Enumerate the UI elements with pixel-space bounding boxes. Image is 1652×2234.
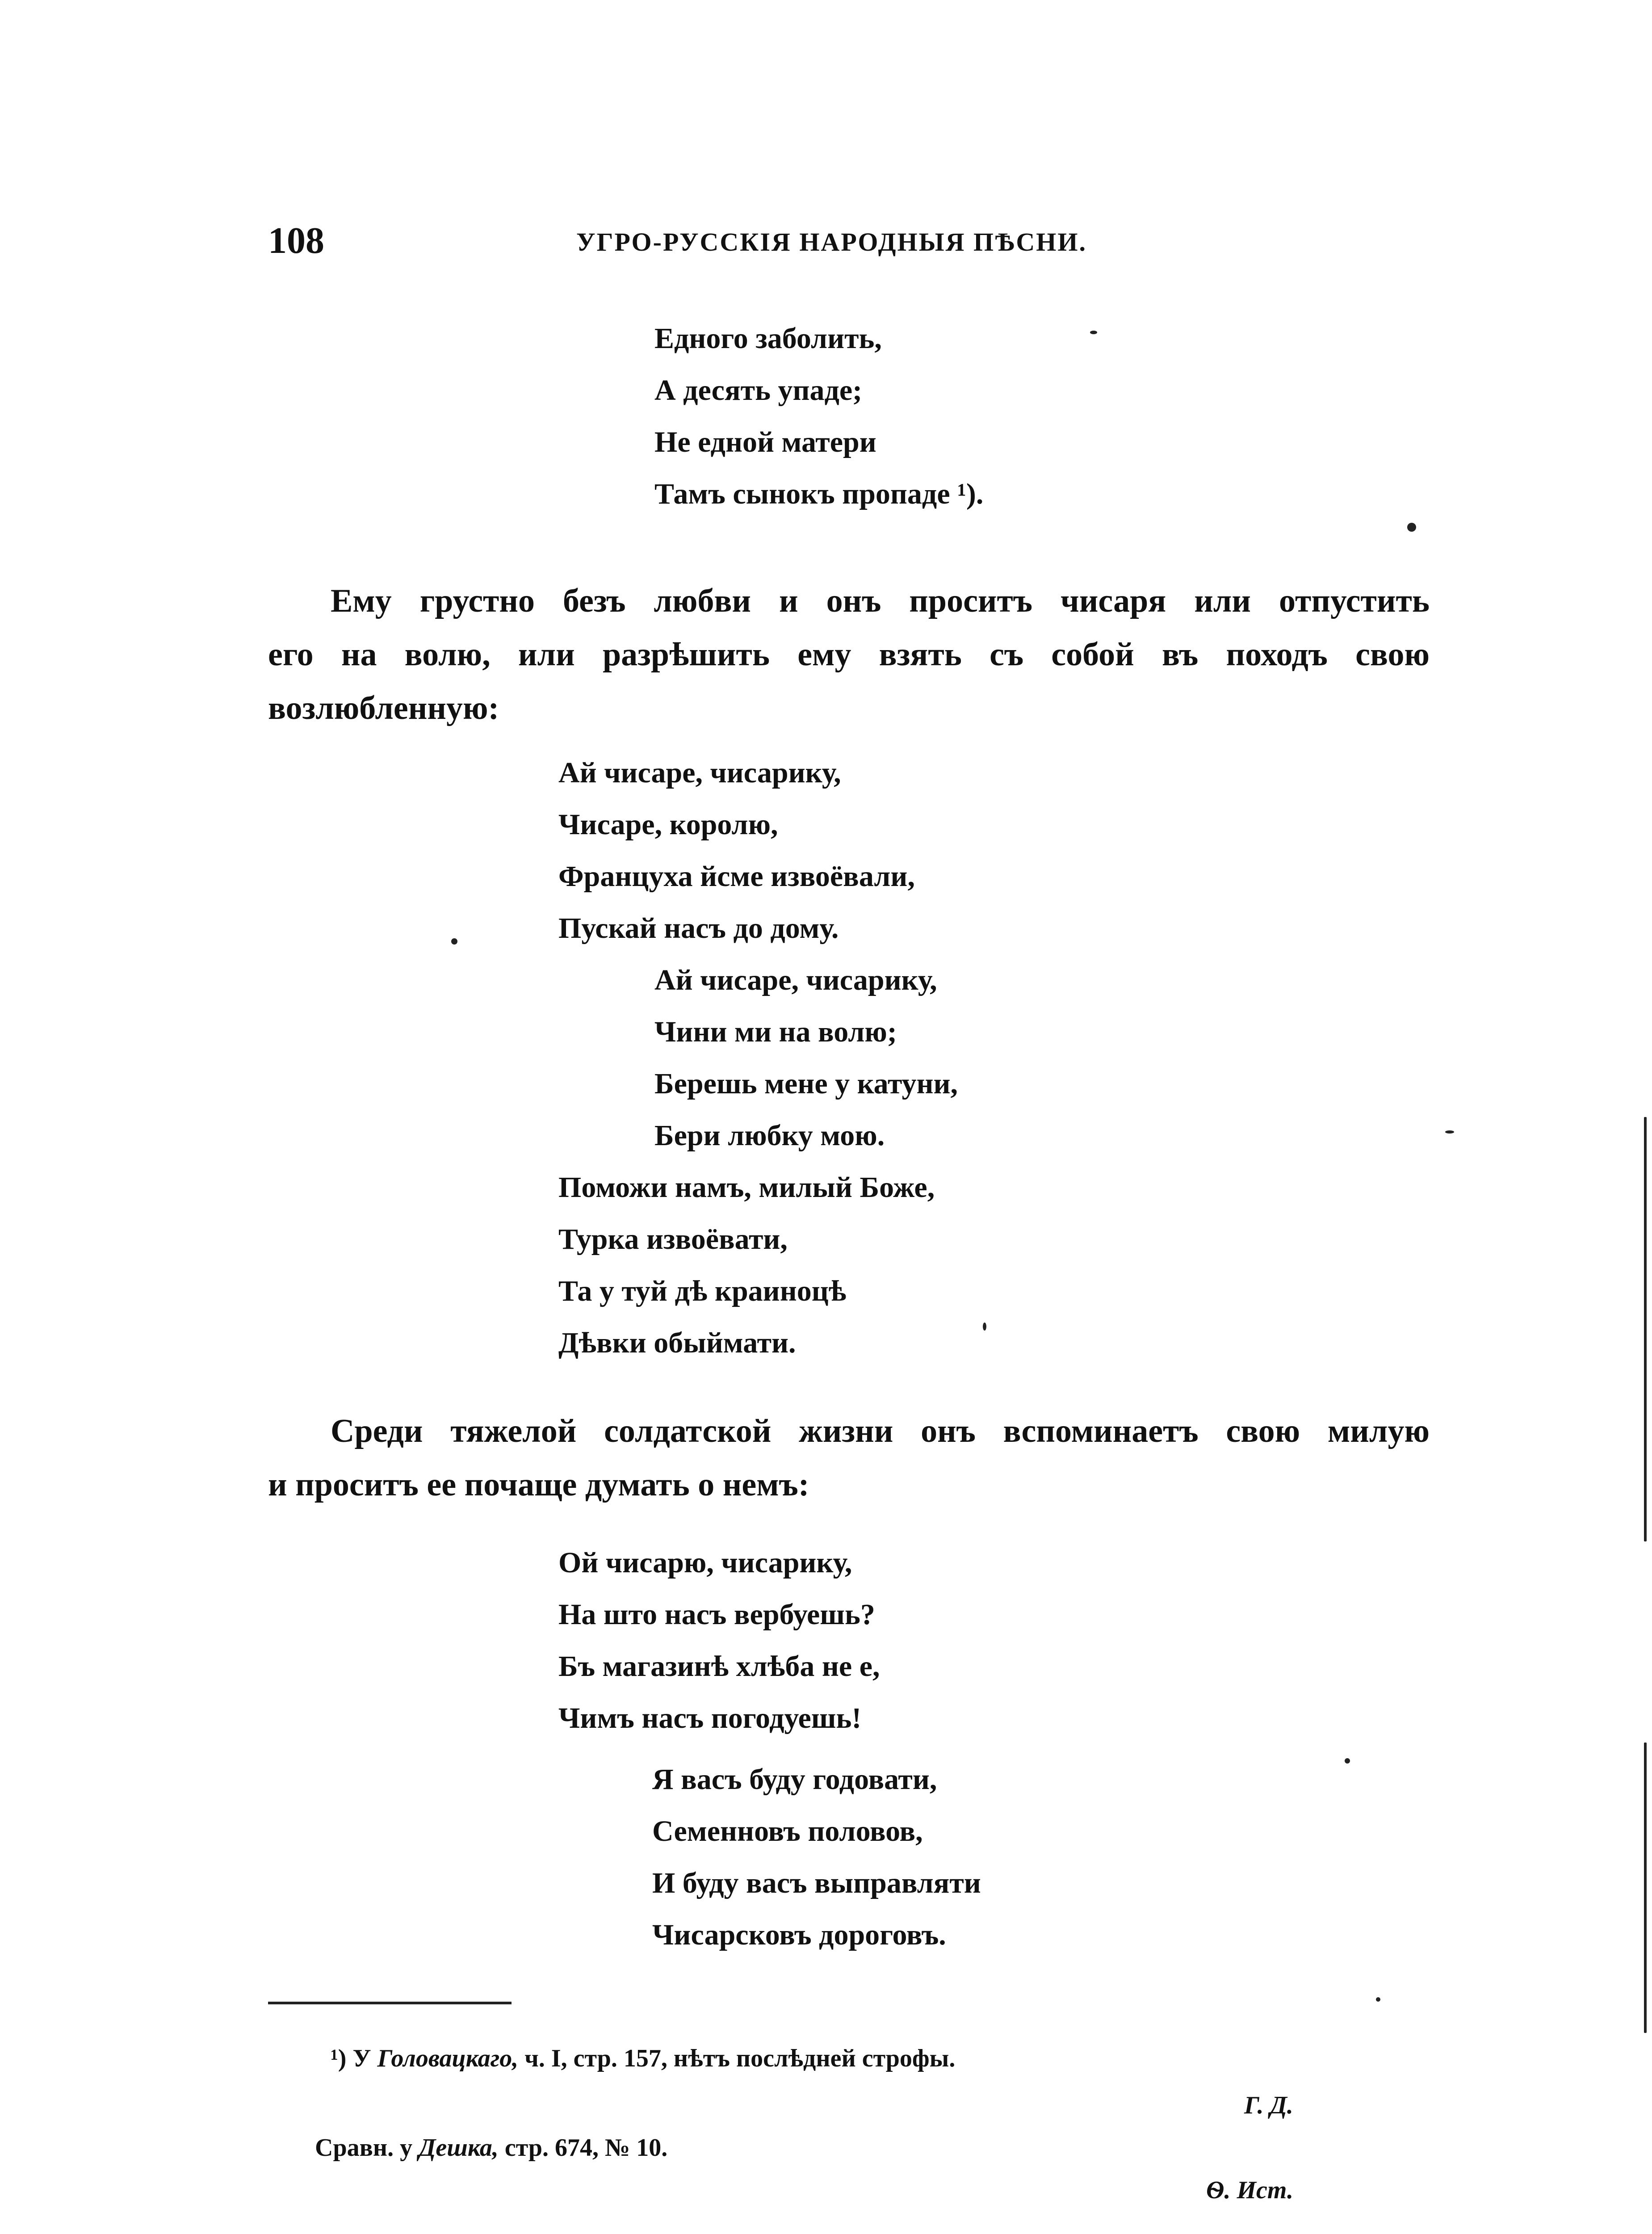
comparison-text: стр. 674, № 10. xyxy=(504,2134,668,2162)
verse-line: Не едной матери xyxy=(654,426,876,458)
verse-line: И буду васъ выправляти xyxy=(652,1867,981,1899)
footnote-marker: ¹) У xyxy=(331,2045,371,2072)
footnote-source: Головацкаго, xyxy=(377,2045,519,2072)
verse-line: Поможи намъ, милый Боже, xyxy=(558,1171,935,1204)
verse-line: Бъ магазинѣ хлѣба не е, xyxy=(558,1650,880,1683)
paragraph-line: его на волю, или разрѣшить ему взять съ собой въ походъ свою xyxy=(268,636,1430,673)
verse-line: Тамъ сынокъ пропаде ¹). xyxy=(654,478,984,510)
verse-line: Пускай насъ до дому. xyxy=(558,912,839,945)
verse-line: Чимъ насъ погодуешь! xyxy=(558,1702,862,1734)
verse-stanza-2c xyxy=(558,1162,935,1369)
scan-speck xyxy=(451,938,457,945)
verse-line: Бери любку мою. xyxy=(654,1119,885,1152)
verse-line: Чисарсковъ дороговъ. xyxy=(652,1919,946,1951)
paragraph-line: возлюбленную: xyxy=(268,690,499,726)
scan-speck xyxy=(1407,523,1416,532)
scan-edge xyxy=(1644,1743,1647,2033)
verse-line: Та у туй дѣ краиноцѣ xyxy=(558,1275,847,1307)
signature-gd: Г. Д. xyxy=(1244,2091,1293,2119)
verse-stanza-3b xyxy=(652,1754,981,1961)
verse-line: Берешь мене у катуни, xyxy=(654,1067,958,1100)
verse-line: На што насъ вербуешь? xyxy=(558,1598,875,1631)
scan-edge xyxy=(1644,1117,1647,1541)
comparison-source: Дешка, xyxy=(419,2134,499,2162)
signature-fist: Ѳ. Ист. xyxy=(1206,2176,1294,2204)
verse-line: Я васъ буду годовати, xyxy=(652,1763,937,1796)
verse-line: Француха йсме извоёвали, xyxy=(558,860,915,893)
page-header xyxy=(268,219,1412,273)
verse-line: Дѣвки обыймати. xyxy=(558,1327,796,1359)
verse-line: Едного заболить, xyxy=(654,322,882,355)
scan-speck xyxy=(1345,1758,1350,1764)
verse-line: Чини ми на волю; xyxy=(654,1016,897,1048)
paragraph-line: Среди тяжелой солдатской жизни онъ вспоминаетъ свою милую xyxy=(331,1413,1430,1449)
paragraph-2 xyxy=(268,1404,1430,1512)
verse-line: Турка извоёвати, xyxy=(558,1223,788,1256)
paragraph-1 xyxy=(268,574,1430,735)
footnote-divider xyxy=(268,2002,512,2004)
scan-speck xyxy=(983,1323,986,1331)
page-number: 108 xyxy=(268,220,324,261)
verse-line: Семенновъ половов, xyxy=(652,1815,923,1848)
scan-speck xyxy=(1376,1997,1380,2002)
paragraph-line: Ему грустно безъ любви и онъ проситъ чисаря или отпустить xyxy=(331,583,1430,619)
footnote-1 xyxy=(331,2044,955,2073)
comparison-note xyxy=(315,2133,667,2162)
scan-speck xyxy=(1090,331,1097,334)
verse-stanza-3a xyxy=(558,1537,880,1744)
verse-line: Ай чисаре, чисарику, xyxy=(558,756,841,789)
verse-stanza-2a xyxy=(558,747,915,954)
verse-line: А десять упаде; xyxy=(654,374,863,407)
verse-line: Ой чисарю, чисарику, xyxy=(558,1546,852,1579)
comparison-prefix: Сравн. у xyxy=(315,2134,413,2162)
verse-stanza-2b xyxy=(654,954,958,1162)
footnote-text: ч. I, стр. 157, нѣтъ послѣдней строфы. xyxy=(524,2045,956,2072)
verse-stanza-1 xyxy=(654,313,983,520)
running-title: УГРО-РУССКІЯ НАРОДНЫЯ ПѢСНИ. xyxy=(576,227,1087,256)
paragraph-line: и проситъ ее почаще думать о немъ: xyxy=(268,1466,809,1503)
verse-line: Ай чисаре, чисарику, xyxy=(654,964,937,996)
scan-speck xyxy=(1445,1130,1454,1134)
verse-line: Чисаре, королю, xyxy=(558,808,778,841)
